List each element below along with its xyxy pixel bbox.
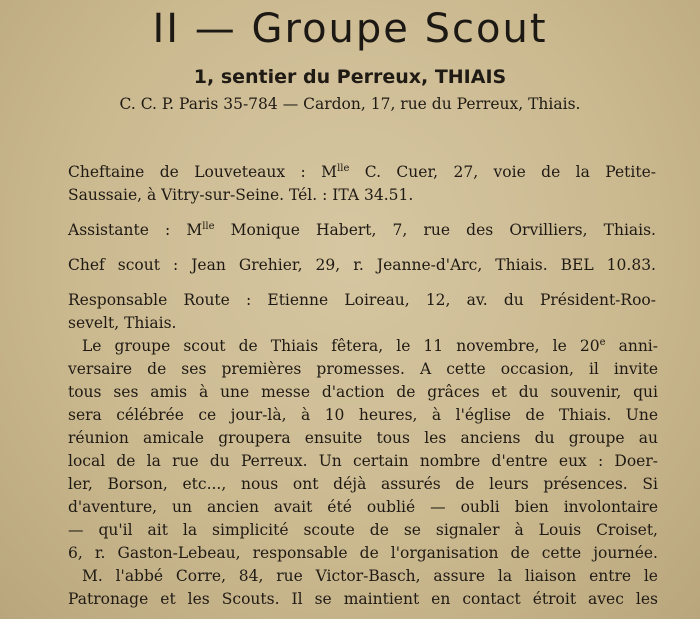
body-line-text: Le groupe scout de Thiais fêtera, le 11 novembre, le 20e anni- bbox=[82, 336, 659, 355]
body-paragraph bbox=[68, 335, 658, 611]
cheftaine-line-2: Saussaie, à Vitry-sur-Seine. Tél. : ITA 34.51. bbox=[68, 186, 414, 204]
body-line bbox=[68, 519, 658, 542]
assistante-line: Assistante : $M^{lle}$ Monique Habert, 7, rue des Orvilliers, Thiais. bbox=[68, 220, 656, 239]
body-line-text: d'aventure, un ancien avait été oublié — oubli bien involontaire bbox=[68, 498, 658, 516]
body-line bbox=[68, 565, 658, 588]
body-line-text: — qu'il ait la simplicité scoute de se signaler à Louis Croiset, bbox=[68, 521, 658, 539]
body-line-text: M. l'abbé Corre, 84, rue Victor-Basch, assure la liaison entre le bbox=[82, 567, 658, 585]
responsable-route-line-2: sevelt, Thiais. bbox=[68, 314, 177, 332]
contact-line bbox=[68, 254, 656, 277]
body-line bbox=[68, 588, 658, 611]
contact-line bbox=[68, 184, 656, 207]
body-line bbox=[68, 427, 658, 450]
body-line bbox=[68, 496, 658, 519]
section-title: II — Groupe Scout bbox=[152, 6, 548, 52]
body-line bbox=[68, 450, 658, 473]
body-line-text: versaire de ses premières promesses. A cette occasion, il invite bbox=[68, 360, 658, 378]
body-line-text: Patronage et les Scouts. Il se maintient en contact étroit avec les bbox=[68, 590, 658, 608]
body-line-text: sera célébrée ce jour-là, à 10 heures, à l'église de Thiais. Une bbox=[68, 406, 658, 424]
body-line-text: tous ses amis à une messe d'action de grâces et du souvenir, qui bbox=[68, 383, 658, 401]
body-line bbox=[68, 381, 658, 404]
cheftaine-line-1: Cheftaine de Louveteaux : $M^{lle}$ C. Cuer, 27, voie de la Petite- bbox=[68, 162, 657, 181]
group-address: 1, sentier du Perreux, THIAIS bbox=[193, 66, 507, 88]
body-line bbox=[68, 404, 658, 427]
body-line-text: local de la rue du Perreux. Un certain nombre d'entre eux : Doer- bbox=[68, 452, 658, 470]
body-line bbox=[68, 335, 658, 358]
contact-line bbox=[68, 161, 656, 184]
contact-line bbox=[68, 289, 656, 312]
ccp-line: C. C. P. Paris 35-784 — Cardon, 17, rue du Perreux, Thiais. bbox=[119, 95, 581, 113]
body-line bbox=[68, 473, 658, 496]
chef-scout-line: Chef scout : Jean Grehier, 29, r. Jeanne-d'Arc, Thiais. BEL 10.83. bbox=[68, 256, 656, 274]
contact-line bbox=[68, 312, 656, 335]
contact-line bbox=[68, 219, 656, 242]
body-line-text: ler, Borson, etc..., nous ont déjà assurés de leurs présences. Si bbox=[68, 475, 658, 493]
contacts-block bbox=[68, 161, 656, 335]
body-line bbox=[68, 542, 658, 565]
body-line bbox=[68, 358, 658, 381]
body-line-text: 6, r. Gaston-Lebeau, responsable de l'organisation de cette journée. bbox=[68, 544, 658, 562]
body-line-text: réunion amicale groupera ensuite tous les anciens du groupe au bbox=[68, 429, 658, 447]
responsable-route-line-1: Responsable Route : Etienne Loireau, 12, av. du Président-Roo- bbox=[68, 291, 656, 309]
